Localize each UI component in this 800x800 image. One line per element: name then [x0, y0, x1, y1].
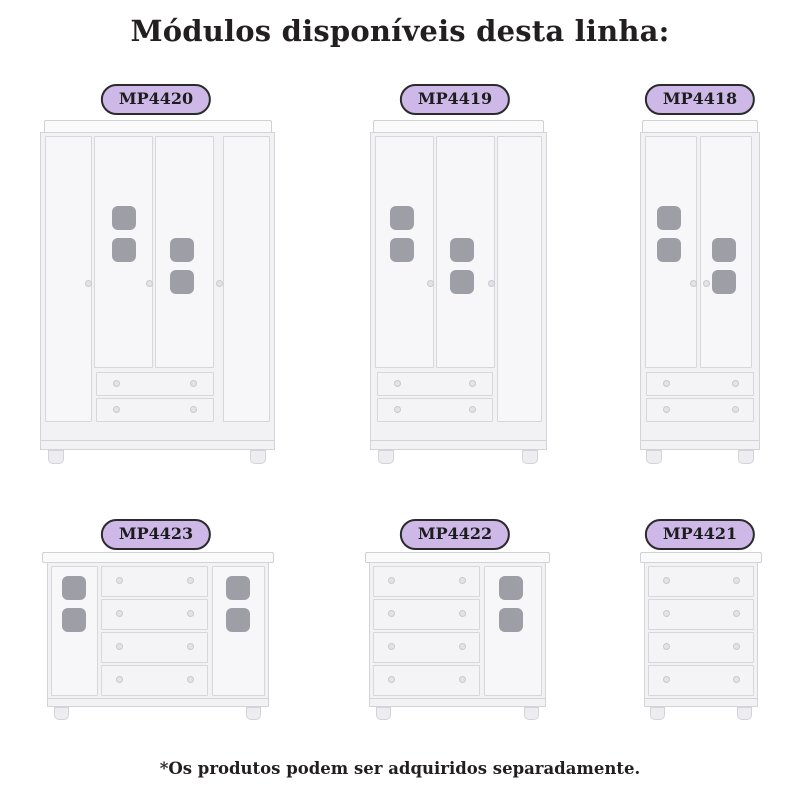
drawer-knob [116, 643, 123, 650]
drawer-knob [190, 406, 197, 413]
drawer-knob [663, 577, 670, 584]
drawer-knob [733, 643, 740, 650]
leg [376, 707, 391, 720]
decor-square [499, 576, 523, 600]
drawer-knob [190, 380, 197, 387]
door-knob [690, 280, 697, 287]
drawer-knob [116, 577, 123, 584]
leg [650, 707, 665, 720]
decor-square [657, 206, 681, 230]
decor-square [712, 238, 736, 262]
leg [737, 707, 752, 720]
module-image-mp4418 [640, 120, 760, 465]
base-rail [644, 698, 758, 707]
door-knob [146, 280, 153, 287]
leg [54, 707, 69, 720]
decor-square [450, 238, 474, 262]
wardrobe-door-1 [45, 136, 92, 422]
drawer-knob [116, 610, 123, 617]
decor-square [112, 238, 136, 262]
drawer-knob [187, 610, 194, 617]
drawer-knob [469, 380, 476, 387]
drawer-knob [113, 380, 120, 387]
drawer-knob [733, 610, 740, 617]
door-knob [703, 280, 710, 287]
decor-square [712, 270, 736, 294]
leg [738, 450, 754, 464]
decor-square [657, 238, 681, 262]
wardrobe-door-4 [223, 136, 270, 422]
base-rail [640, 440, 760, 450]
module-badge-mp4422: MP4422 [400, 519, 510, 550]
drawer-knob [663, 676, 670, 683]
base-rail [369, 698, 546, 707]
leg [524, 707, 539, 720]
decor-square [170, 238, 194, 262]
base-rail [370, 440, 547, 450]
module-image-mp4423 [42, 552, 274, 727]
decor-square [226, 608, 250, 632]
drawer-knob [459, 610, 466, 617]
disclaimer-note: *Os produtos podem ser adquiridos separadamente. [159, 759, 641, 778]
door-knob [85, 280, 92, 287]
drawer-knob [116, 676, 123, 683]
decor-square [170, 270, 194, 294]
decor-square [450, 270, 474, 294]
module-image-mp4419 [370, 120, 547, 465]
drawer-knob [187, 577, 194, 584]
module-image-mp4420 [40, 120, 275, 465]
drawer-knob [663, 380, 670, 387]
drawer-knob [732, 406, 739, 413]
base-rail [40, 440, 275, 450]
decor-square [112, 206, 136, 230]
decor-square [62, 576, 86, 600]
door-knob [427, 280, 434, 287]
drawer-knob [459, 676, 466, 683]
decor-square [226, 576, 250, 600]
decor-square [390, 238, 414, 262]
leg [246, 707, 261, 720]
drawer-knob [187, 676, 194, 683]
module-badge-mp4420: MP4420 [101, 84, 211, 115]
leg [250, 450, 266, 464]
module-badge-mp4423: MP4423 [101, 519, 211, 550]
drawer-knob [733, 676, 740, 683]
leg [48, 450, 64, 464]
wardrobe-door-3 [497, 136, 542, 422]
door-knob [488, 280, 495, 287]
module-image-mp4421 [640, 552, 762, 727]
module-badge-mp4419: MP4419 [400, 84, 510, 115]
module-badge-mp4421: MP4421 [645, 519, 755, 550]
drawer-knob [394, 380, 401, 387]
door-knob [216, 280, 223, 287]
decor-square [390, 206, 414, 230]
drawer-knob [388, 643, 395, 650]
drawer-knob [469, 406, 476, 413]
drawer-knob [388, 610, 395, 617]
drawer-knob [732, 380, 739, 387]
decor-square [499, 608, 523, 632]
drawer-knob [733, 577, 740, 584]
leg [646, 450, 662, 464]
drawer-knob [388, 577, 395, 584]
drawer-knob [663, 643, 670, 650]
drawer-knob [388, 676, 395, 683]
module-image-mp4422 [365, 552, 550, 727]
page-title: Módulos disponíveis desta linha: [130, 14, 670, 48]
base-rail [47, 698, 269, 707]
decor-square [62, 608, 86, 632]
drawer-knob [459, 577, 466, 584]
drawer-knob [187, 643, 194, 650]
leg [522, 450, 538, 464]
drawer-knob [394, 406, 401, 413]
drawer-knob [113, 406, 120, 413]
module-badge-mp4418: MP4418 [645, 84, 755, 115]
leg [378, 450, 394, 464]
drawer-knob [459, 643, 466, 650]
drawer-knob [663, 610, 670, 617]
drawer-knob [663, 406, 670, 413]
